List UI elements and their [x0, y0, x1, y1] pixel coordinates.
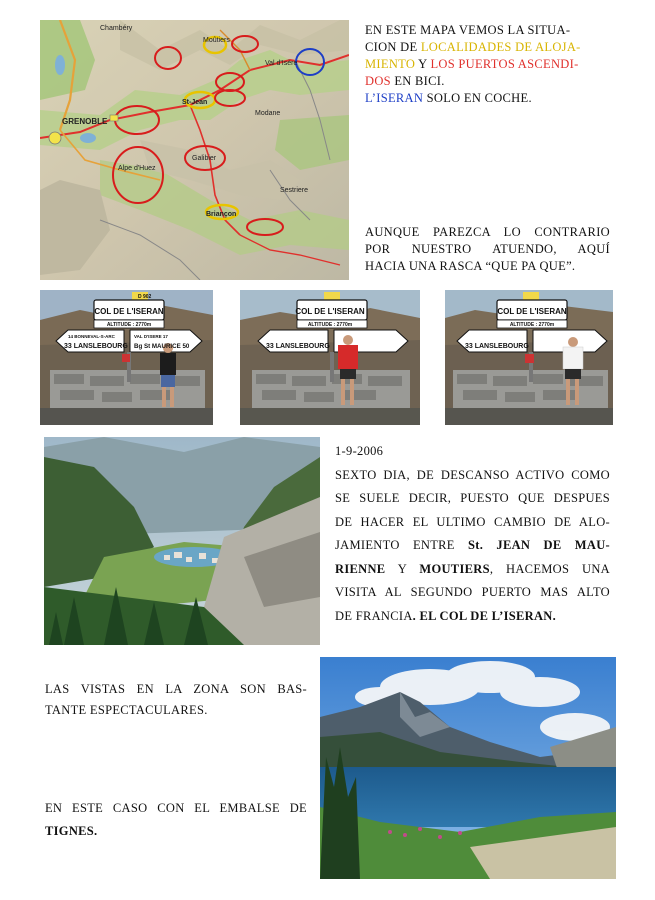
svg-text:D 902: D 902	[138, 294, 152, 300]
svg-text:33 LANSLEBOURG: 33 LANSLEBOURG	[266, 343, 330, 350]
day-description: 1-9-2006 SEXTO DIA, DE DESCANSO ACTIVO COMO SE SUELE DECIR, PUESTO QUE DESPUES DE HACER EL ULTIMO CAMBIO DE ALO- JAMIENTO ENTRE St. JEAN DE MAU- RIENNE Y MOUTIERS, HACEMOS UNA VISITA AL SEGUNDO PUERTO MAS ALTO DE FRANCIA. EL COL DE L’ISERAN.	[335, 440, 610, 628]
sign-photo-2	[240, 290, 420, 425]
tignes-note: EN ESTE CASO CON EL EMBALSE DE TIGNES.	[45, 801, 307, 838]
map-label-chambery: Chambéry	[100, 25, 133, 32]
map-caption-line3: MIENTO Y LOS PUERTOS ASCENDI-	[365, 57, 579, 71]
attire-note: AUNQUE PAREZCA LO CONTRARIO POR NUESTRO ATUENDO, AQUÍ HACIA UNA RASCA “QUE PA QUE”.	[365, 225, 610, 273]
sign-photo-3	[445, 290, 613, 425]
day-date: 1-9-2006	[335, 444, 384, 458]
map-label-briancon: Briançon	[206, 211, 237, 218]
map-caption-line1: EN ESTE MAPA VEMOS LA SITUA-	[365, 23, 571, 37]
map-caption-line4: DOS EN BICI.	[365, 74, 445, 88]
svg-text:ALTITUDE : 2770m: ALTITUDE : 2770m	[509, 322, 555, 328]
svg-text:VAL D'ISERE 17: VAL D'ISERE 17	[134, 334, 168, 339]
map-label-galibier: Galibier	[192, 155, 217, 162]
svg-text:Bg St MAURICE 50: Bg St MAURICE 50	[134, 343, 190, 350]
views-note: LAS VISTAS EN LA ZONA SON BAS- TANTE ESPECTACULARES.	[45, 682, 307, 717]
map-label-moutiers: Moûtiers	[203, 37, 230, 44]
map-caption-line5: L’ISERAN SOLO EN COCHE.	[365, 91, 532, 105]
map-label-st-jean: St-Jean	[182, 99, 208, 106]
map-caption	[365, 22, 610, 107]
map-label-sestriere: Sestriere	[280, 187, 309, 194]
svg-text:ALTITUDE : 2770m: ALTITUDE : 2770m	[106, 322, 152, 328]
svg-text:33 LANSLEBOURG: 33 LANSLEBOURG	[64, 343, 128, 350]
map-label-alpe: Alpe d'Huez	[118, 165, 156, 172]
sign-photo-1	[40, 290, 213, 425]
svg-text:COL DE L'ISERAN: COL DE L'ISERAN	[295, 307, 365, 316]
map-caption-line2: CION DE LOCALIDADES DE ALOJA-	[365, 40, 581, 54]
svg-text:14 BONNEVAL-S-ARC: 14 BONNEVAL-S-ARC	[68, 334, 115, 339]
map-label-val-disere: Val d'Isère	[265, 60, 298, 67]
sign-title: COL DE L'ISERAN	[94, 307, 164, 316]
tignes-lake-photo	[320, 657, 616, 879]
map-label-modane: Modane	[255, 110, 281, 117]
map-label-grenoble: GRENOBLE	[62, 117, 108, 126]
svg-text:33 LANSLEBOURG: 33 LANSLEBOURG	[465, 343, 529, 350]
route-map	[40, 20, 349, 280]
svg-text:COL DE L'ISERAN: COL DE L'ISERAN	[497, 307, 567, 316]
valley-photo	[44, 437, 320, 645]
svg-text:ALTITUDE : 2770m: ALTITUDE : 2770m	[307, 322, 353, 328]
